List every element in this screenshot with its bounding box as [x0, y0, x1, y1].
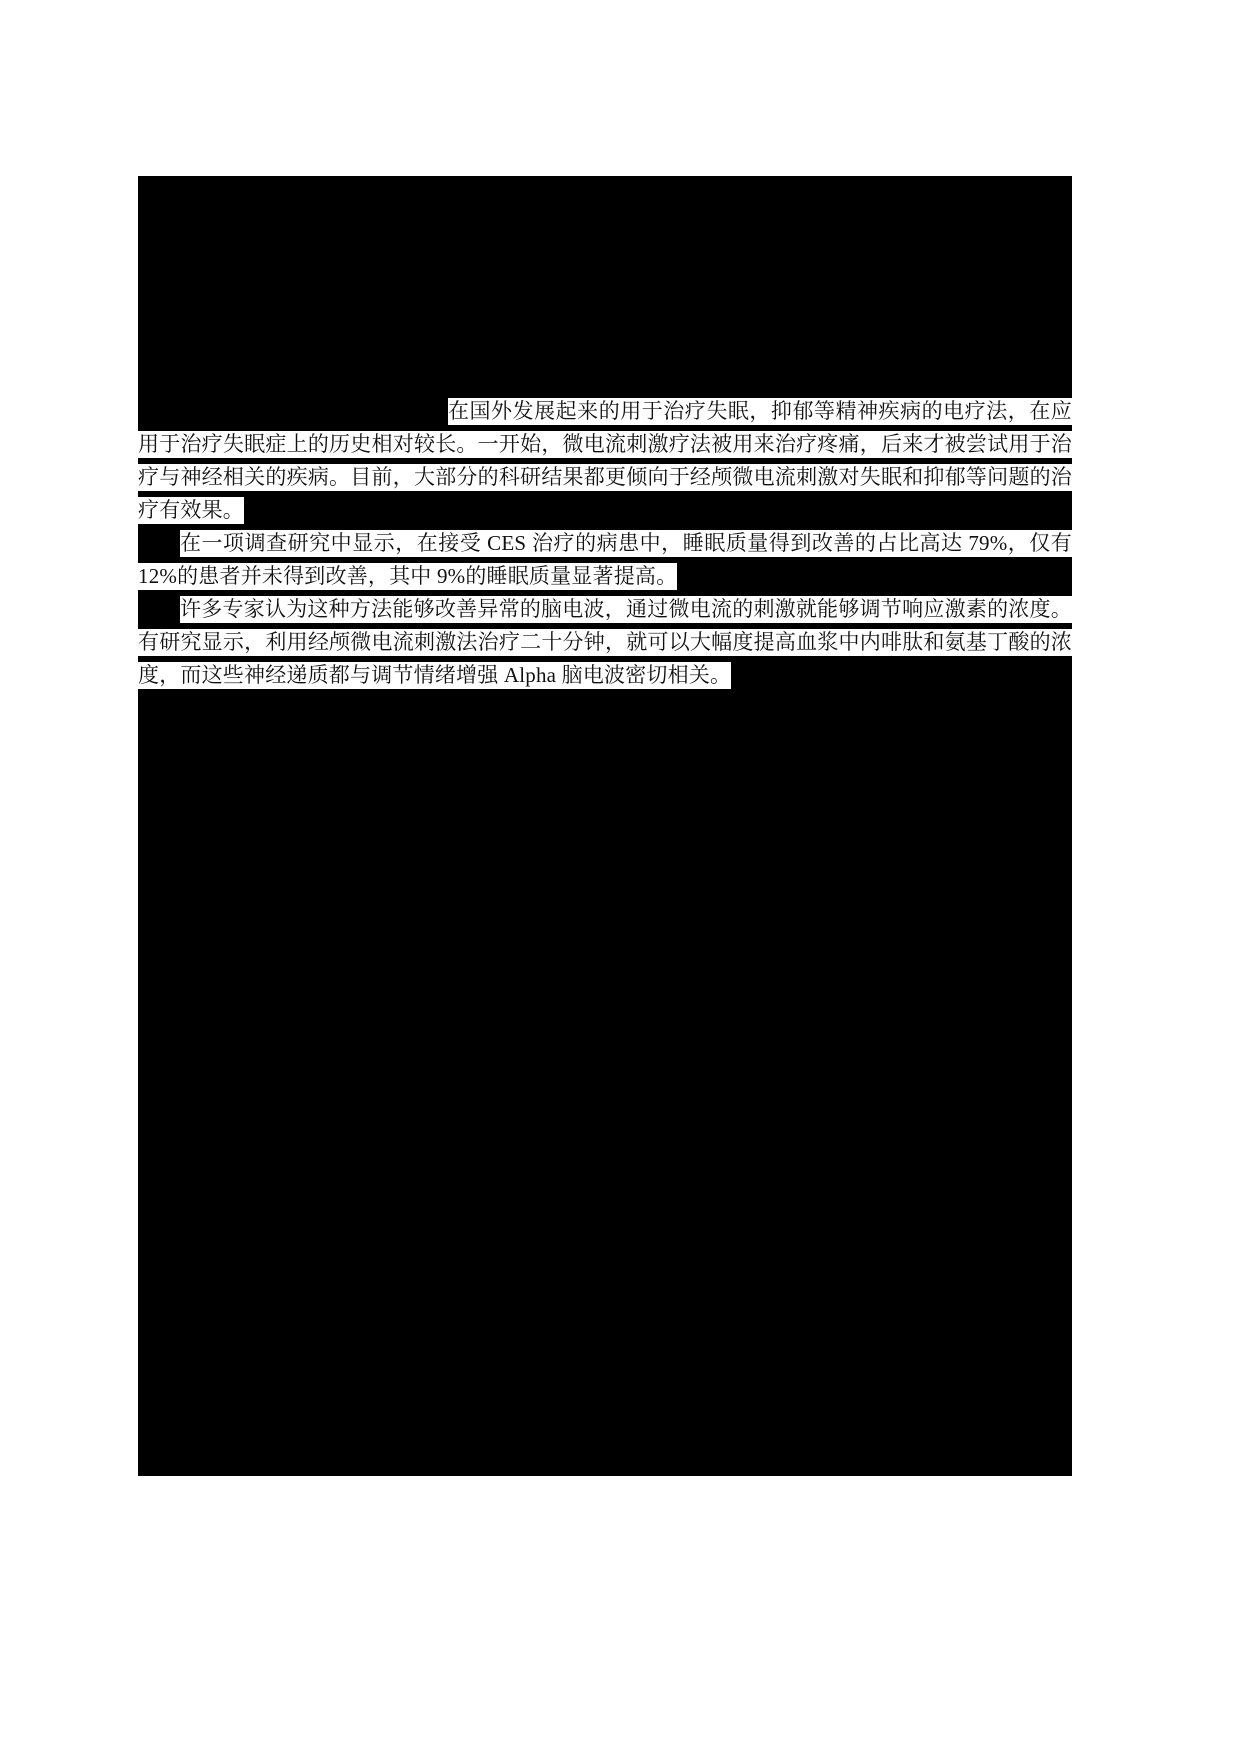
document-text-block: [138, 395, 1072, 692]
paragraph-1-text: 在国外发展起来的用于治疗失眠，抑郁等精神疾病的电疗法，在应用于治疗失眠症上的历史相对较长。一开始，微电流刺激疗法被用来治疗疼痛，后来才被尝试用于治疗与神经相关的疾病。目前，大部分的科研结果都更倾向于经颅微电流刺激对失眠和抑郁等问题的治疗有效果。: [138, 399, 1072, 522]
paragraph-2: [138, 527, 1072, 593]
paragraph-1: [138, 395, 1072, 527]
paragraph-3-text: 许多专家认为这种方法能够改善异常的脑电波，通过微电流的刺激就能够调节响应激素的浓度。有研究显示，利用经颅微电流刺激法治疗二十分钟，就可以大幅度提高血浆中内啡肽和氨基丁酸的浓度，而这些神经递质都与调节情绪增强 Alpha 脑电波密切相关。: [138, 597, 1072, 687]
paragraph-3: [138, 593, 1072, 692]
paragraph-2-text: 在一项调查研究中显示，在接受 CES 治疗的病患中，睡眠质量得到改善的占比高达 79%，仅有 12%的患者并未得到改善，其中 9%的睡眠质量显著提高。: [138, 531, 1072, 588]
document-content-area: [138, 176, 1072, 1476]
